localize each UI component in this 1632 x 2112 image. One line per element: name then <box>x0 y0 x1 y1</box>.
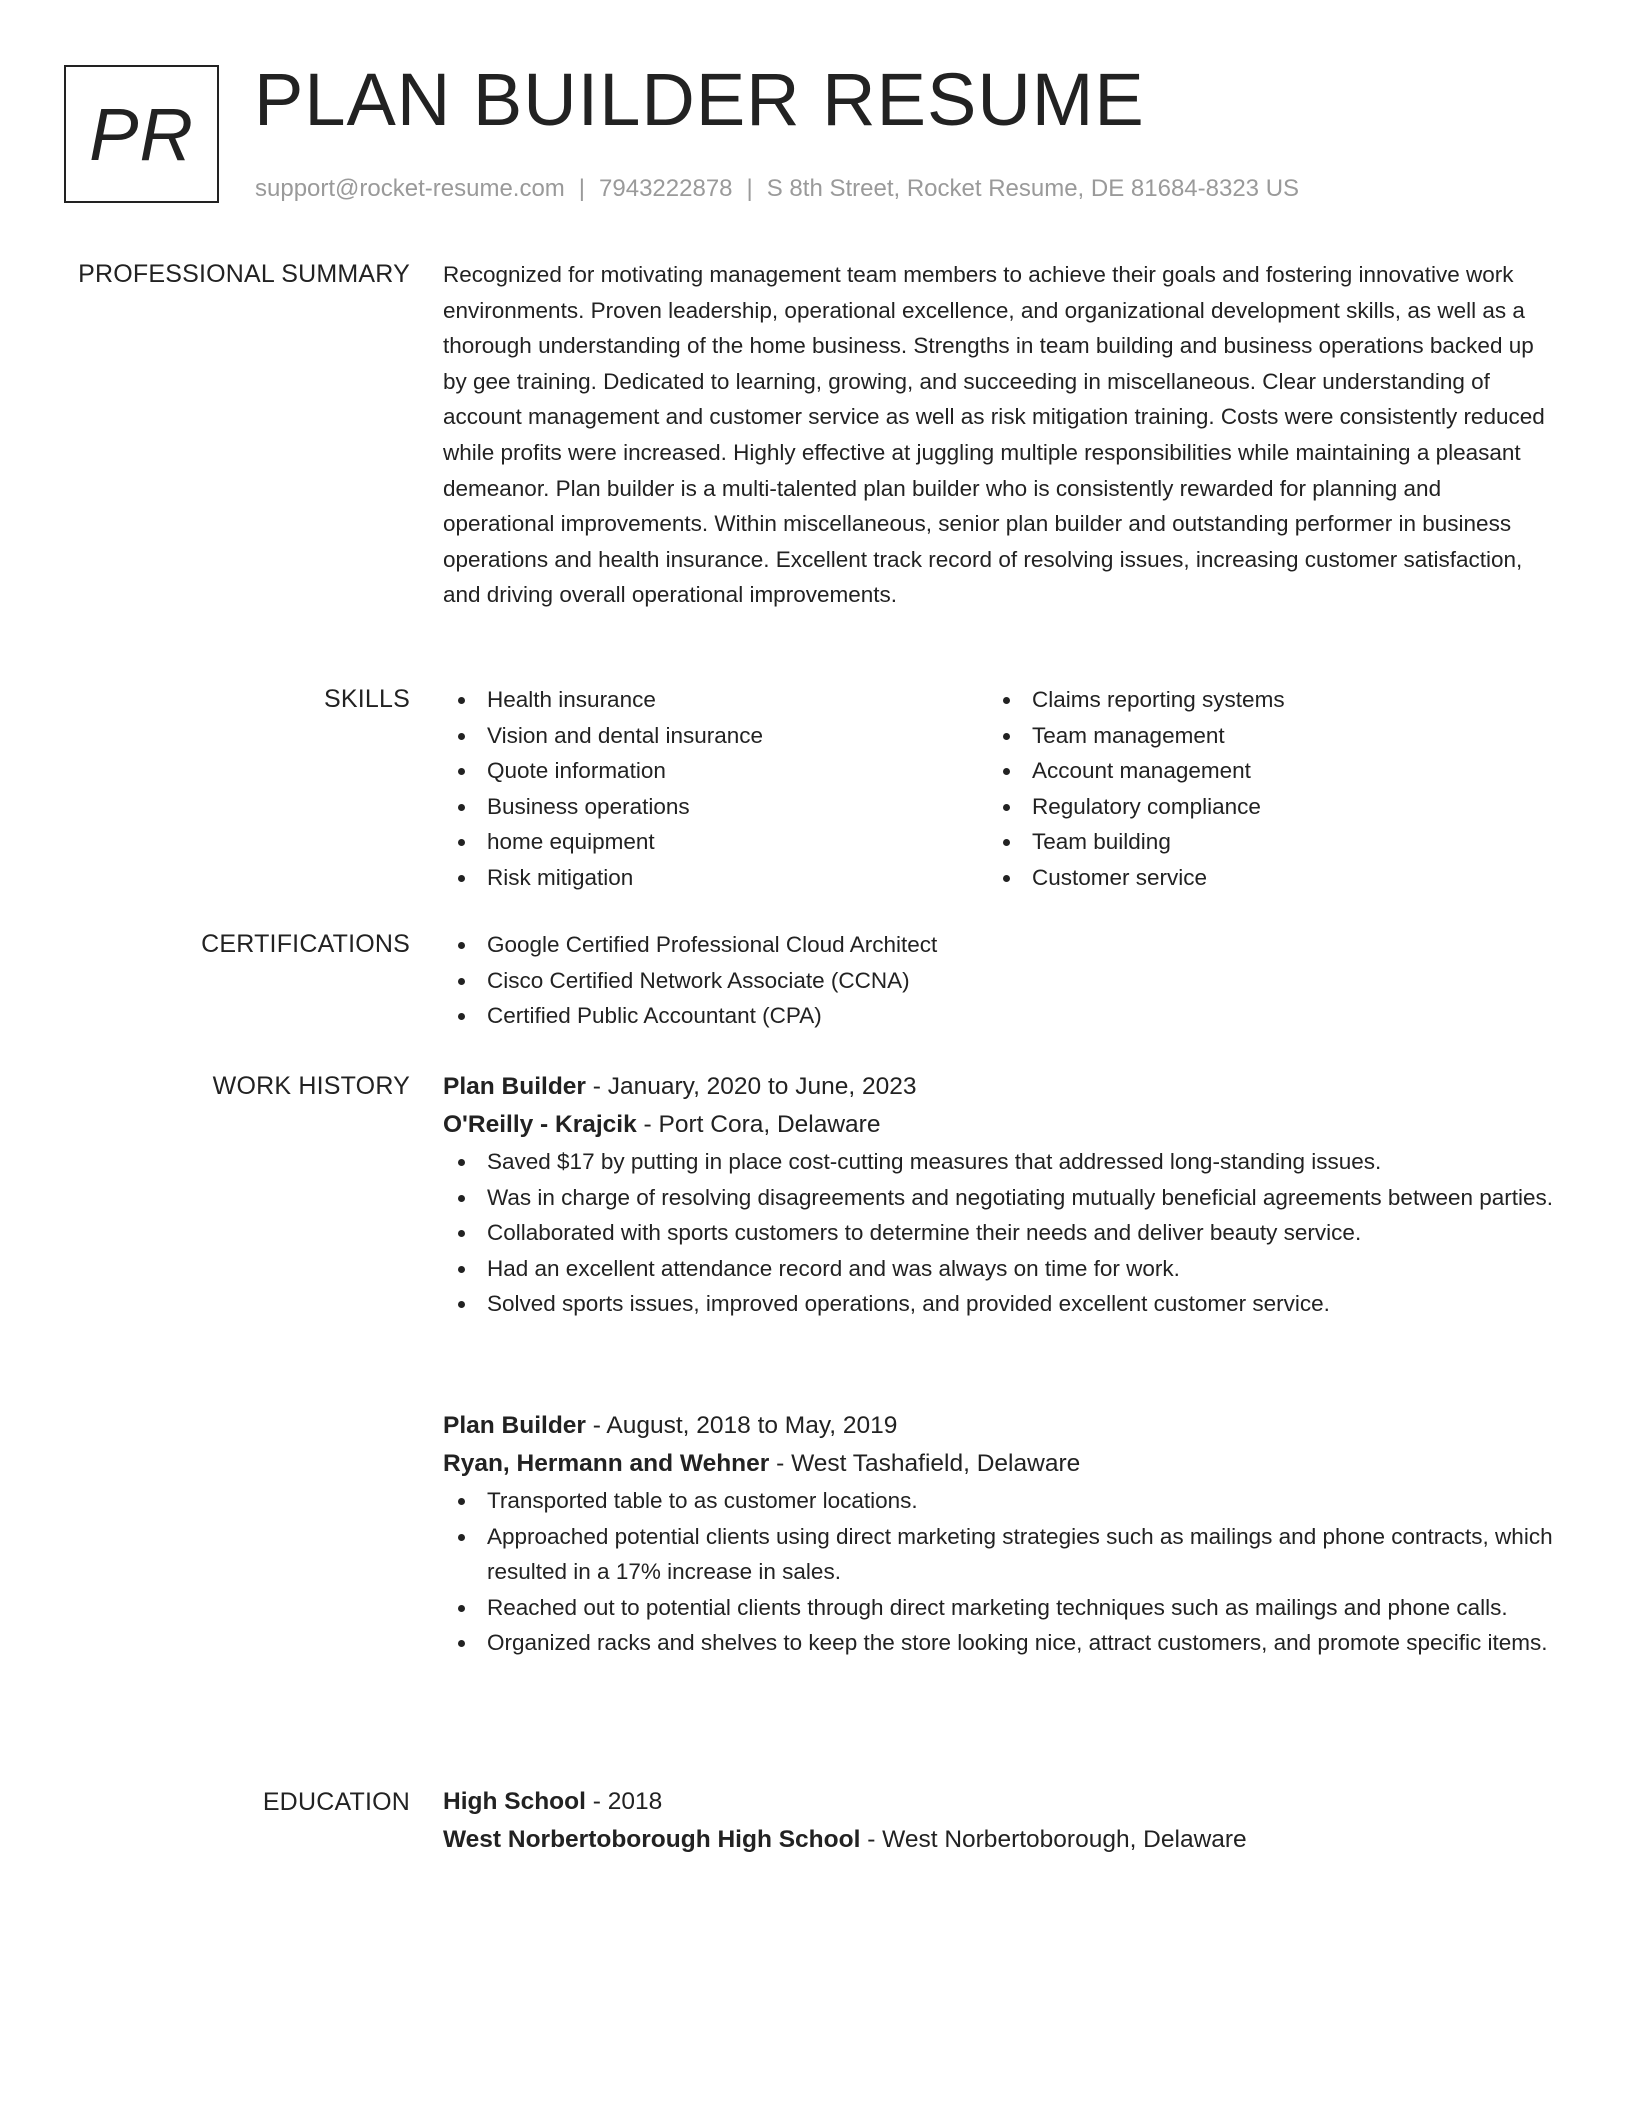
job-title: Plan Builder <box>443 1412 586 1439</box>
education-location: - West Norbertoborough, Delaware <box>860 1826 1247 1853</box>
section-label-certifications: CERTIFICATIONS <box>201 930 410 958</box>
education-year: - 2018 <box>585 1788 663 1815</box>
skill-item: Vision and dental insurance <box>443 718 988 754</box>
job-title-line <box>443 1407 1558 1445</box>
job-title-line <box>443 1068 1558 1106</box>
skill-item: Claims reporting systems <box>988 682 1533 718</box>
job-dates: - August, 2018 to May, 2019 <box>585 1412 898 1439</box>
job-duty-item: Had an excellent attendance record and was always on time for work. <box>443 1251 1558 1287</box>
skill-item: Business operations <box>443 789 988 825</box>
job-company: O'Reilly - Krajcik <box>443 1111 637 1138</box>
job-location: - West Tashafield, Delaware <box>769 1450 1081 1477</box>
job-location: - Port Cora, Delaware <box>636 1111 881 1138</box>
job-duty-item: Saved $17 by putting in place cost-cutting measures that addressed long-standing issues. <box>443 1144 1558 1180</box>
job-duty-item: Transported table to as customer locations. <box>443 1483 1558 1519</box>
education-degree-line <box>443 1783 1558 1821</box>
job-duty-item: Organized racks and shelves to keep the store looking nice, attract customers, and promote specific items. <box>443 1625 1558 1661</box>
section-label-education: EDUCATION <box>262 1788 410 1816</box>
contact-separator: | <box>578 175 586 202</box>
job-duty-item: Solved sports issues, improved operations, and provided excellent customer service. <box>443 1286 1558 1322</box>
job-company-line <box>443 1445 1558 1483</box>
skill-item: Regulatory compliance <box>988 789 1533 825</box>
job-duties-list <box>443 1144 1558 1322</box>
skill-item: home equipment <box>443 824 988 860</box>
skills-section <box>443 682 1558 896</box>
job-duty-item: Approached potential clients using direct marketing strategies such as mailings and phone contracts, which resulted in a 17% increase in sales. <box>443 1519 1558 1590</box>
contact-separator: | <box>746 175 753 202</box>
job-duty-item: Collaborated with sports customers to determine their needs and deliver beauty service. <box>443 1215 1558 1251</box>
job-company: Ryan, Hermann and Wehner <box>443 1450 770 1477</box>
contact-line <box>255 174 1299 204</box>
section-label-work-history: WORK HISTORY <box>212 1072 410 1100</box>
skill-item: Team management <box>988 718 1533 754</box>
skill-item: Team building <box>988 824 1533 860</box>
education-school-line <box>443 1821 1558 1859</box>
job-entry <box>443 1068 1558 1322</box>
skill-item: Quote information <box>443 753 988 789</box>
skill-item: Health insurance <box>443 682 988 718</box>
skills-list-left <box>443 682 988 896</box>
job-duties-list <box>443 1483 1558 1661</box>
certification-item: Cisco Certified Network Associate (CCNA) <box>443 963 1558 999</box>
job-duty-item: Reached out to potential clients through direct marketing techniques such as mailings and phone calls. <box>443 1590 1558 1626</box>
certification-item: Google Certified Professional Cloud Architect <box>443 927 1558 963</box>
contact-email: support@rocket-resume.com <box>255 175 565 202</box>
skill-item: Customer service <box>988 860 1533 896</box>
skill-item: Account management <box>988 753 1533 789</box>
initials-monogram: PR <box>64 65 219 203</box>
page-title: PLAN BUILDER RESUME <box>254 58 1145 141</box>
summary-section <box>443 257 1558 613</box>
education-degree: High School <box>443 1788 586 1815</box>
section-label-skills: SKILLS <box>324 685 410 713</box>
job-dates: - January, 2020 to June, 2023 <box>585 1073 917 1100</box>
certifications-section <box>443 927 1558 1034</box>
skills-list-right <box>988 682 1533 896</box>
education-section <box>443 1783 1558 1859</box>
skill-item: Risk mitigation <box>443 860 988 896</box>
job-entry <box>443 1407 1558 1661</box>
certification-item: Certified Public Accountant (CPA) <box>443 998 1558 1034</box>
summary-text: Recognized for motivating management team members to achieve their goals and fostering innovative work environments. Proven leadership, operational excellence, and organizational development skills, as well as a thorough understanding of the home business. Strengths in team building and business operations backed up by gee training. Dedicated to learning, growing, and succeeding in miscellaneous. Clear understanding of account management and customer service as well as risk mitigation training. Costs were consistently reduced while profits were increased. Highly effective at juggling multiple responsibilities while maintaining a pleasant demeanor. Plan builder is a multi-talented plan builder who is consistently rewarded for planning and operational improvements. Within miscellaneous, senior plan builder and outstanding performer in business operations and health insurance. Excellent track record of resolving issues, increasing customer satisfaction, and driving overall operational improvements. <box>443 262 1545 608</box>
contact-phone: 7943222878 <box>599 175 733 202</box>
education-school: West Norbertoborough High School <box>443 1826 861 1853</box>
section-label-summary: PROFESSIONAL SUMMARY <box>78 260 410 288</box>
job-duty-item: Was in charge of resolving disagreements and negotiating mutually beneficial agreements between parties. <box>443 1180 1558 1216</box>
contact-address: S 8th Street, Rocket Resume, DE 81684-8323 US <box>766 175 1300 202</box>
job-title: Plan Builder <box>443 1073 586 1100</box>
certifications-list <box>443 927 1558 1034</box>
job-company-line <box>443 1106 1558 1144</box>
